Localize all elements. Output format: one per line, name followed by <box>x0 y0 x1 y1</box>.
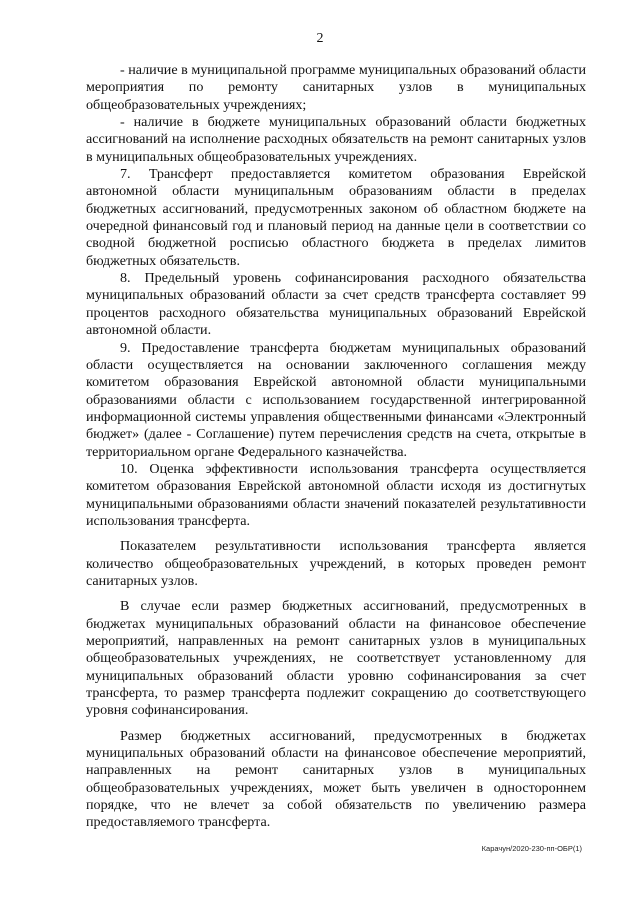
paragraph-reduction: В случае если размер бюджетных ассигнований, предусмотренных в бюджетах муниципальных образований области на финансовое обеспечение мероприятий, направленных на ремонт санитарных узлов в муниципальных общеобразовательных учреждениях, не соответствует установленному для муниципальных образований области уровню софинансирования за счет трансферта, то размер трансферта подлежит сокращению до соответствующего уровня софинансирования. <box>86 598 586 719</box>
paragraph-10: 10. Оценка эффективности использования трансферта осуществляется комитетом образования Еврейской автономной области исходя из достигнутых муниципальными образованиями области значений показателей результативности использования трансферта. <box>86 460 586 529</box>
document-code: Карачун/2020-230-пп-ОБР(1) <box>481 844 582 853</box>
paragraph-item-budget: - наличие в бюджете муниципальных образований области бюджетных ассигнований на исполнение расходных обязательств на ремонт санитарных узлов в муниципальных общеобразовательных учреждениях. <box>86 114 586 165</box>
page-number: 2 <box>316 31 324 46</box>
paragraph-increase: Размер бюджетных ассигнований, предусмотренных в бюджетах муниципальных образований области на финансовое обеспечение мероприятий, направленных на ремонт санитарных узлов в муниципальных общеобразовательных учреждениях, может быть увеличен в одностороннем порядке, что не влечет за собой обязательств по увеличению размера предоставляемого трансферта. <box>86 727 586 831</box>
paragraph-8: 8. Предельный уровень софинансирования расходного обязательства муниципальных образований области за счет средств трансферта составляет 99 процентов расходного обязательства муниципальных образований Еврейской автономной области. <box>86 270 586 339</box>
paragraph-item-program: - наличие в муниципальной программе муниципальных образований области мероприятия по ремонту санитарных узлов в муниципальных общеобразовательных учреждениях; <box>86 62 586 113</box>
paragraph-indicator: Показателем результативности использования трансферта является количество общеобразовательных учреждений, в которых проведен ремонт санитарных узлов. <box>86 538 586 589</box>
paragraph-9: 9. Предоставление трансферта бюджетам муниципальных образований области осуществляется на основании заключенного соглашения между комитетом образования Еврейской автономной области муниципальными образованиями области с использованием государственной интегрированной информационной системы управления общественными финансами «Электронный бюджет» (далее - Соглашение) путем перечисления средств на счета, открытые в территориальном органе Федерального казначейства. <box>86 339 586 460</box>
document-body <box>86 62 586 832</box>
paragraph-7: 7. Трансферт предоставляется комитетом образования Еврейской автономной области муниципальным образованиям области в пределах бюджетных ассигнований, предусмотренных законом об областном бюджете на очередной финансовый год и плановый период на данные цели в соответствии со сводной бюджетной росписью областного бюджета в пределах лимитов бюджетных обязательств. <box>86 166 586 269</box>
